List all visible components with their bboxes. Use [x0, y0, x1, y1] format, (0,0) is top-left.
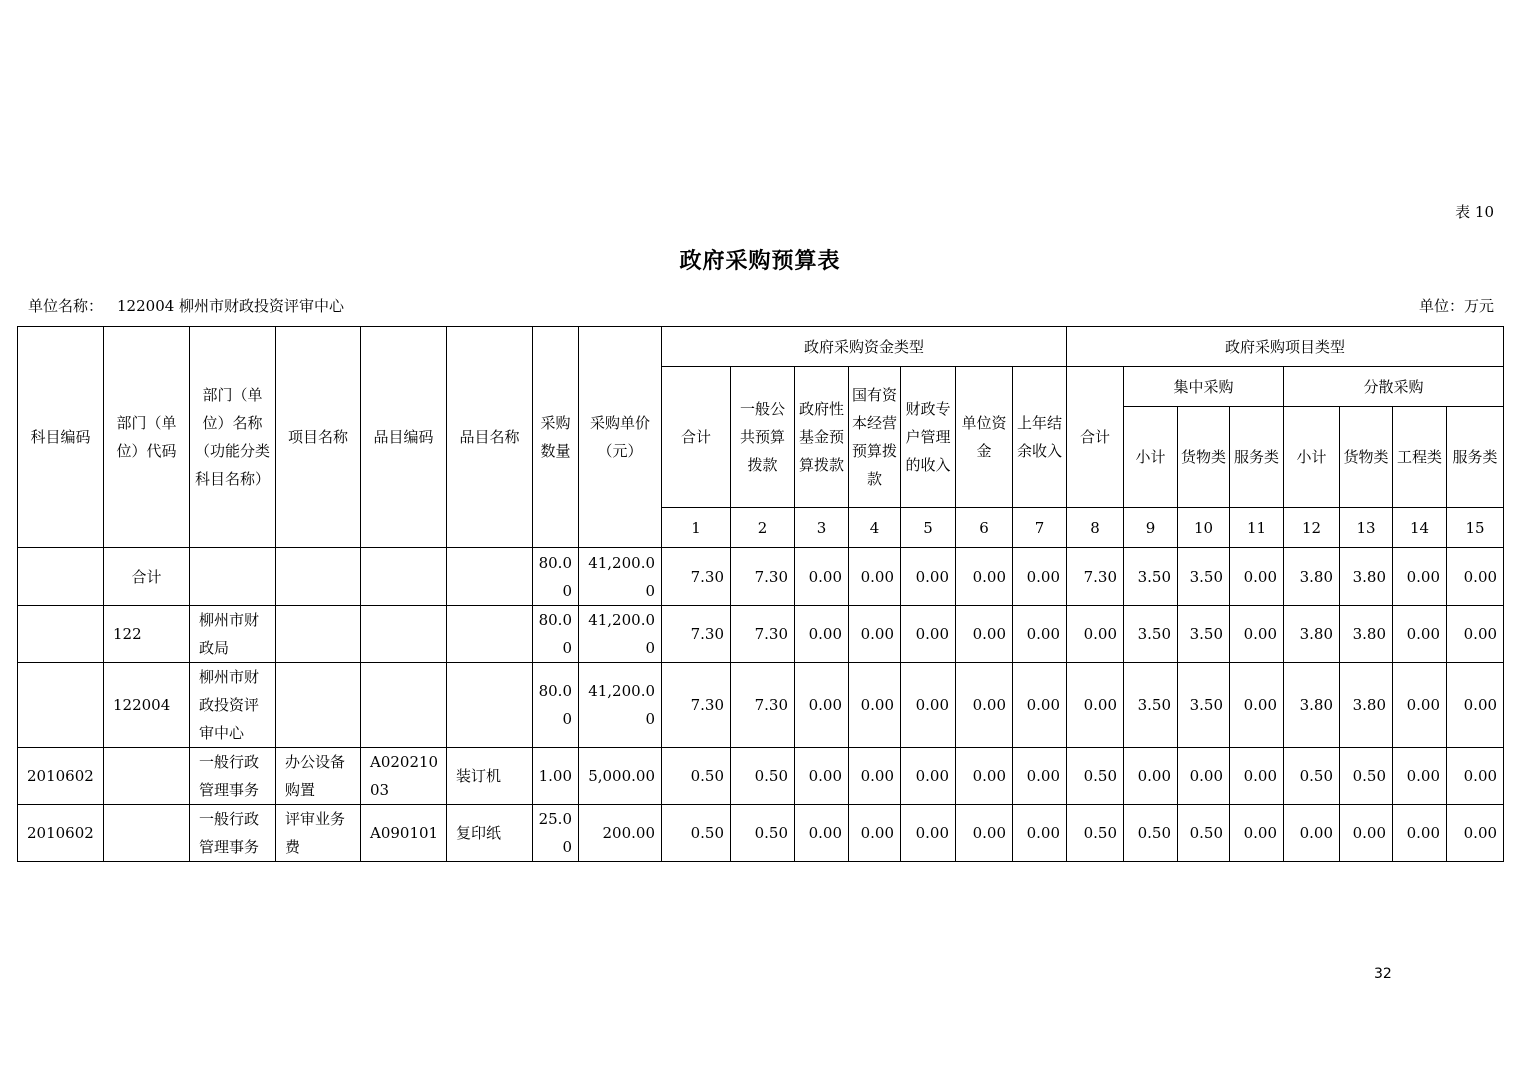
header-special-account: 财政专户管理的收入	[901, 367, 956, 508]
cell-subject-code	[18, 606, 104, 663]
unit-name-label: 单位名称：	[28, 297, 104, 315]
table-row	[18, 606, 1504, 663]
procurement-budget-table	[17, 326, 1504, 862]
cell-value-5: 0.00	[901, 805, 956, 862]
cell-value-7: 0.00	[1013, 663, 1067, 748]
cell-value-14: 0.00	[1393, 548, 1447, 606]
cell-quantity: 80.00	[533, 663, 579, 748]
cell-item-name	[447, 606, 533, 663]
column-number: 8	[1067, 508, 1124, 548]
cell-value-3: 0.00	[795, 805, 849, 862]
cell-value-15: 0.00	[1447, 663, 1504, 748]
cell-value-3: 0.00	[795, 663, 849, 748]
cell-value-14: 0.00	[1393, 606, 1447, 663]
header-decentral-goods: 货物类	[1340, 407, 1393, 508]
cell-dept-name: 一般行政管理事务	[190, 748, 276, 805]
cell-item-code: A02021003	[361, 748, 447, 805]
cell-value-11: 0.00	[1230, 663, 1284, 748]
cell-value-6: 0.00	[956, 606, 1013, 663]
cell-value-2: 7.30	[731, 663, 795, 748]
cell-quantity: 1.00	[533, 748, 579, 805]
header-central-subtotal: 小计	[1124, 407, 1178, 508]
column-number: 4	[849, 508, 901, 548]
page-number: 32	[1374, 966, 1392, 982]
cell-value-4: 0.00	[849, 805, 901, 862]
cell-item-code: A090101	[361, 805, 447, 862]
cell-value-10: 3.50	[1178, 663, 1230, 748]
cell-value-8: 0.00	[1067, 663, 1124, 748]
header-quantity: 采购数量	[533, 327, 579, 548]
cell-value-1: 7.30	[662, 663, 731, 748]
cell-dept-name: 柳州市财政局	[190, 606, 276, 663]
unit-name	[28, 295, 344, 316]
column-number: 7	[1013, 508, 1067, 548]
cell-value-10: 0.50	[1178, 805, 1230, 862]
cell-dept-code: 合计	[104, 548, 190, 606]
column-number: 13	[1340, 508, 1393, 548]
cell-unit-price: 5,000.00	[579, 748, 662, 805]
cell-unit-price: 41,200.00	[579, 548, 662, 606]
cell-item-name: 装订机	[447, 748, 533, 805]
table-row	[18, 663, 1504, 748]
cell-value-7: 0.00	[1013, 548, 1067, 606]
cell-value-11: 0.00	[1230, 548, 1284, 606]
cell-value-11: 0.00	[1230, 606, 1284, 663]
cell-value-9: 3.50	[1124, 548, 1178, 606]
cell-value-10: 3.50	[1178, 548, 1230, 606]
cell-project-name	[276, 548, 361, 606]
cell-project-name	[276, 663, 361, 748]
header-project-name: 项目名称	[276, 327, 361, 548]
cell-value-3: 0.00	[795, 548, 849, 606]
cell-value-4: 0.00	[849, 748, 901, 805]
cell-value-15: 0.00	[1447, 748, 1504, 805]
cell-value-4: 0.00	[849, 548, 901, 606]
cell-value-10: 3.50	[1178, 606, 1230, 663]
header-unit-price: 采购单价（元）	[579, 327, 662, 548]
cell-unit-price: 41,200.00	[579, 606, 662, 663]
cell-item-name: 复印纸	[447, 805, 533, 862]
column-number: 5	[901, 508, 956, 548]
cell-value-7: 0.00	[1013, 606, 1067, 663]
column-number: 3	[795, 508, 849, 548]
header-fund-type-group: 政府采购资金类型	[662, 327, 1067, 367]
cell-unit-price: 200.00	[579, 805, 662, 862]
cell-value-13: 3.80	[1340, 663, 1393, 748]
cell-value-5: 0.00	[901, 548, 956, 606]
header-decentral-services: 服务类	[1447, 407, 1504, 508]
cell-value-13: 0.50	[1340, 748, 1393, 805]
cell-value-5: 0.00	[901, 748, 956, 805]
cell-item-code	[361, 663, 447, 748]
header-decentral-engineering: 工程类	[1393, 407, 1447, 508]
column-number: 6	[956, 508, 1013, 548]
cell-item-name	[447, 548, 533, 606]
header-central-goods: 货物类	[1178, 407, 1230, 508]
unit-name-value: 122004 柳州市财政投资评审中心	[117, 297, 345, 315]
header-general-budget: 一般公共预算拨款	[731, 367, 795, 508]
unit-measure: 单位：万元	[1418, 297, 1494, 315]
table-number: 表 10	[1455, 203, 1494, 221]
cell-value-7: 0.00	[1013, 748, 1067, 805]
cell-value-2: 0.50	[731, 805, 795, 862]
cell-value-15: 0.00	[1447, 548, 1504, 606]
cell-value-12: 3.80	[1284, 663, 1340, 748]
cell-dept-code: 122004	[104, 663, 190, 748]
cell-quantity: 25.00	[533, 805, 579, 862]
cell-subject-code: 2010602	[18, 748, 104, 805]
header-decentralized: 分散采购	[1284, 367, 1504, 407]
cell-value-6: 0.00	[956, 805, 1013, 862]
cell-value-10: 0.00	[1178, 748, 1230, 805]
cell-value-9: 0.50	[1124, 805, 1178, 862]
cell-value-12: 0.50	[1284, 748, 1340, 805]
header-fund-total: 合计	[662, 367, 731, 508]
header-decentral-subtotal: 小计	[1284, 407, 1340, 508]
column-number: 1	[662, 508, 731, 548]
cell-item-code	[361, 548, 447, 606]
header-carryover: 上年结余收入	[1013, 367, 1067, 508]
cell-quantity: 80.00	[533, 548, 579, 606]
header-project-type-group: 政府采购项目类型	[1067, 327, 1504, 367]
header-state-capital: 国有资本经营预算拨款	[849, 367, 901, 508]
cell-dept-code	[104, 748, 190, 805]
column-number: 15	[1447, 508, 1504, 548]
cell-dept-name: 一般行政管理事务	[190, 805, 276, 862]
column-number: 14	[1393, 508, 1447, 548]
cell-value-11: 0.00	[1230, 748, 1284, 805]
cell-value-9: 0.00	[1124, 748, 1178, 805]
table-row	[18, 548, 1504, 606]
cell-item-name	[447, 663, 533, 748]
cell-value-5: 0.00	[901, 663, 956, 748]
header-subject-code: 科目编码	[18, 327, 104, 548]
header-item-code: 品目编码	[361, 327, 447, 548]
cell-value-7: 0.00	[1013, 805, 1067, 862]
cell-value-2: 7.30	[731, 548, 795, 606]
cell-value-4: 0.00	[849, 606, 901, 663]
table-row	[18, 748, 1504, 805]
cell-value-8: 0.00	[1067, 606, 1124, 663]
cell-value-14: 0.00	[1393, 663, 1447, 748]
cell-value-8: 0.50	[1067, 805, 1124, 862]
cell-value-3: 0.00	[795, 606, 849, 663]
cell-value-9: 3.50	[1124, 606, 1178, 663]
cell-value-2: 7.30	[731, 606, 795, 663]
table-row	[18, 805, 1504, 862]
header-centralized: 集中采购	[1124, 367, 1284, 407]
header-item-name: 品目名称	[447, 327, 533, 548]
cell-value-9: 3.50	[1124, 663, 1178, 748]
column-number: 2	[731, 508, 795, 548]
cell-value-6: 0.00	[956, 748, 1013, 805]
header-central-services: 服务类	[1230, 407, 1284, 508]
cell-subject-code: 2010602	[18, 805, 104, 862]
cell-value-8: 7.30	[1067, 548, 1124, 606]
cell-value-14: 0.00	[1393, 748, 1447, 805]
header-dept-name: 部门（单位）名称（功能分类科目名称）	[190, 327, 276, 548]
cell-project-name	[276, 606, 361, 663]
header-project-total: 合计	[1067, 367, 1124, 508]
cell-dept-name: 柳州市财政投资评审中心	[190, 663, 276, 748]
cell-dept-code: 122	[104, 606, 190, 663]
cell-value-8: 0.50	[1067, 748, 1124, 805]
cell-value-4: 0.00	[849, 663, 901, 748]
cell-dept-code	[104, 805, 190, 862]
cell-value-5: 0.00	[901, 606, 956, 663]
cell-value-1: 7.30	[662, 548, 731, 606]
cell-subject-code	[18, 548, 104, 606]
cell-value-1: 7.30	[662, 606, 731, 663]
page-title: 政府采购预算表	[679, 248, 841, 274]
cell-value-13: 0.00	[1340, 805, 1393, 862]
cell-value-6: 0.00	[956, 663, 1013, 748]
cell-value-12: 0.00	[1284, 805, 1340, 862]
cell-project-name: 办公设备购置	[276, 748, 361, 805]
cell-value-14: 0.00	[1393, 805, 1447, 862]
cell-value-3: 0.00	[795, 748, 849, 805]
cell-value-13: 3.80	[1340, 548, 1393, 606]
cell-value-15: 0.00	[1447, 606, 1504, 663]
cell-quantity: 80.00	[533, 606, 579, 663]
header-dept-code: 部门（单位）代码	[104, 327, 190, 548]
column-number: 9	[1124, 508, 1178, 548]
column-number: 12	[1284, 508, 1340, 548]
cell-value-12: 3.80	[1284, 548, 1340, 606]
cell-unit-price: 41,200.00	[579, 663, 662, 748]
cell-value-15: 0.00	[1447, 805, 1504, 862]
cell-value-6: 0.00	[956, 548, 1013, 606]
cell-value-13: 3.80	[1340, 606, 1393, 663]
column-number: 11	[1230, 508, 1284, 548]
cell-value-1: 0.50	[662, 805, 731, 862]
cell-value-1: 0.50	[662, 748, 731, 805]
cell-item-code	[361, 606, 447, 663]
header-unit-funds: 单位资金	[956, 367, 1013, 508]
column-number: 10	[1178, 508, 1230, 548]
cell-value-2: 0.50	[731, 748, 795, 805]
cell-subject-code	[18, 663, 104, 748]
cell-value-12: 3.80	[1284, 606, 1340, 663]
cell-value-11: 0.00	[1230, 805, 1284, 862]
header-gov-fund: 政府性基金预算拨款	[795, 367, 849, 508]
cell-project-name: 评审业务费	[276, 805, 361, 862]
cell-dept-name	[190, 548, 276, 606]
